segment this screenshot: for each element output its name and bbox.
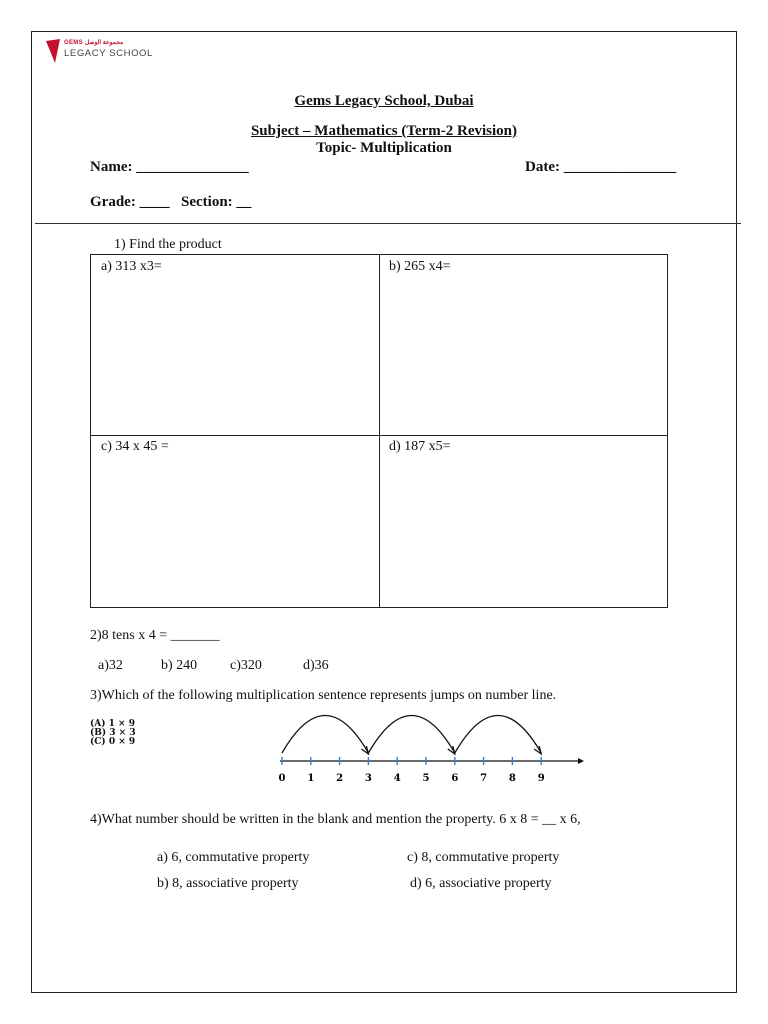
- jump-arc-3: [455, 716, 541, 754]
- q3-option-c[interactable]: (C) 0 × 9: [90, 737, 136, 747]
- q1-prompt: 1) Find the product: [114, 237, 222, 252]
- school-logo: [44, 37, 174, 67]
- grade-field[interactable]: Grade: ____: [90, 194, 170, 210]
- q1-cell-a: a) 313 x3=: [101, 259, 162, 274]
- q2-option-d[interactable]: d)36: [303, 658, 329, 673]
- tick-label-2: 2: [336, 773, 344, 784]
- logo-mark-icon: [46, 39, 60, 63]
- grid-divider-vertical: [379, 255, 380, 607]
- jump-arc-2: [368, 716, 454, 754]
- logo-name: LEGACY SCHOOL: [64, 48, 153, 59]
- tick-label-0: 0: [278, 773, 286, 784]
- tick-label-6: 6: [451, 773, 459, 784]
- tick-label-3: 3: [364, 773, 372, 784]
- q4-option-b[interactable]: b) 8, associative property: [157, 876, 299, 891]
- q2-prompt: 2)8 tens x 4 = _______: [90, 628, 220, 643]
- header-divider: [35, 223, 741, 224]
- number-line: [270, 708, 590, 788]
- q1-cell-b: b) 265 x4=: [389, 259, 451, 274]
- tick-label-8: 8: [508, 773, 516, 784]
- subject-title: Subject – Mathematics (Term-2 Revision): [250, 123, 518, 139]
- logo-brand: GEMS مجموعة الوصل: [64, 40, 124, 46]
- q4-prompt: 4)What number should be written in the blank and mention the property. 6 x 8 = __ x 6,: [90, 812, 581, 827]
- q4-option-a[interactable]: a) 6, commutative property: [157, 850, 310, 865]
- q3-prompt: 3)Which of the following multiplication sentence represents jumps on number line.: [90, 688, 557, 703]
- jump-arc-1: [282, 716, 368, 754]
- tick-label-4: 4: [393, 773, 401, 784]
- tick-label-1: 1: [307, 773, 315, 784]
- section-field[interactable]: Section: __: [181, 194, 252, 210]
- name-field[interactable]: Name: _______________: [90, 159, 249, 175]
- q1-cell-c: c) 34 x 45 =: [101, 439, 169, 454]
- q2-option-b[interactable]: b) 240: [161, 658, 198, 673]
- q3-option-a[interactable]: (A) 1 × 9: [90, 719, 135, 729]
- q3-option-b[interactable]: (B) 3 × 3: [90, 728, 136, 738]
- date-field[interactable]: Date: _______________: [525, 159, 677, 175]
- q1-cell-d: d) 187 x5=: [389, 439, 451, 454]
- tick-label-9: 9: [537, 773, 545, 784]
- q2-option-a[interactable]: a)32: [98, 658, 123, 673]
- tick-label-7: 7: [480, 773, 488, 784]
- q4-option-c[interactable]: c) 8, commutative property: [407, 850, 560, 865]
- q4-option-d[interactable]: d) 6, associative property: [410, 876, 552, 891]
- q2-option-c[interactable]: c)320: [230, 658, 262, 673]
- axis-arrow-icon: [578, 758, 584, 764]
- topic-title: Topic- Multiplication: [316, 140, 452, 156]
- grid-divider-horizontal: [91, 435, 667, 436]
- school-title: Gems Legacy School, Dubai: [294, 93, 474, 109]
- tick-label-5: 5: [422, 773, 430, 784]
- q1-answer-grid: [90, 254, 668, 608]
